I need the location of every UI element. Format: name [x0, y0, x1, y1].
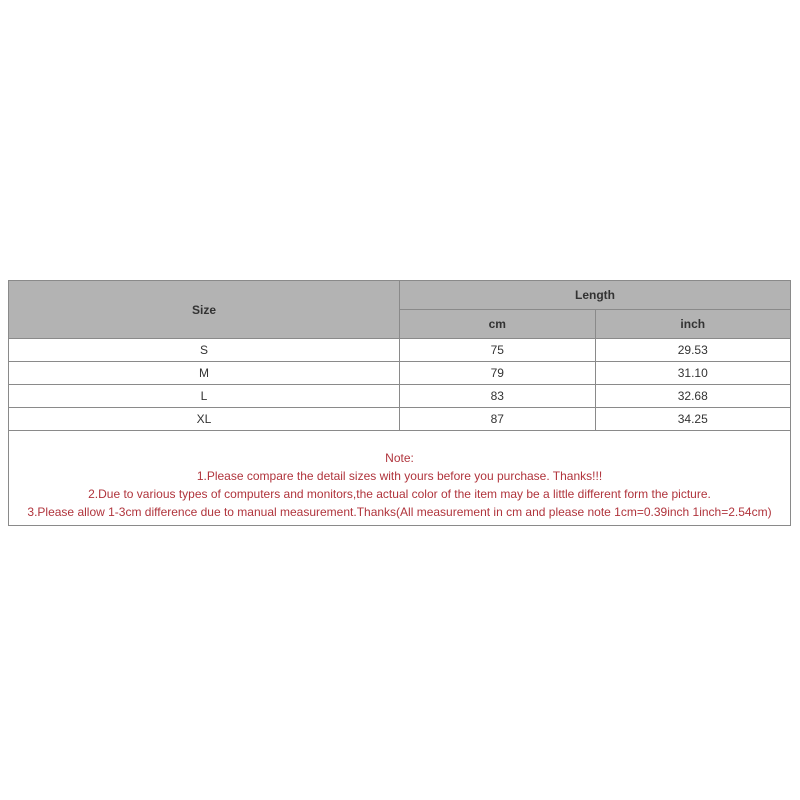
- size-chart: [8, 280, 791, 526]
- cm-header: cm: [400, 310, 596, 339]
- size-cell: M: [9, 362, 400, 385]
- table-row: [9, 339, 791, 362]
- inch-header: inch: [595, 310, 791, 339]
- size-table: [8, 280, 791, 431]
- note-box: [8, 431, 791, 526]
- size-header: Size: [9, 281, 400, 339]
- size-cell: S: [9, 339, 400, 362]
- length-header: Length: [400, 281, 791, 310]
- inch-cell: 32.68: [595, 385, 791, 408]
- size-cell: L: [9, 385, 400, 408]
- table-row: [9, 362, 791, 385]
- note-line-2: 2.Due to various types of computers and monitors,the actual color of the item may be a little different form the picture.: [88, 487, 711, 501]
- table-row: [9, 385, 791, 408]
- size-cell: XL: [9, 408, 400, 431]
- inch-cell: 31.10: [595, 362, 791, 385]
- note-line-3: 3.Please allow 1-3cm difference due to manual measurement.Thanks(All measurement in cm and please note 1cm=0.39inch 1inch=2.54cm): [27, 505, 772, 519]
- cm-cell: 79: [400, 362, 596, 385]
- cm-cell: 83: [400, 385, 596, 408]
- cm-cell: 75: [400, 339, 596, 362]
- table-row: [9, 408, 791, 431]
- note-title: Note:: [385, 451, 414, 465]
- note-line-1: 1.Please compare the detail sizes with yours before you purchase. Thanks!!!: [196, 469, 603, 483]
- inch-cell: 29.53: [595, 339, 791, 362]
- cm-cell: 87: [400, 408, 596, 431]
- inch-cell: 34.25: [595, 408, 791, 431]
